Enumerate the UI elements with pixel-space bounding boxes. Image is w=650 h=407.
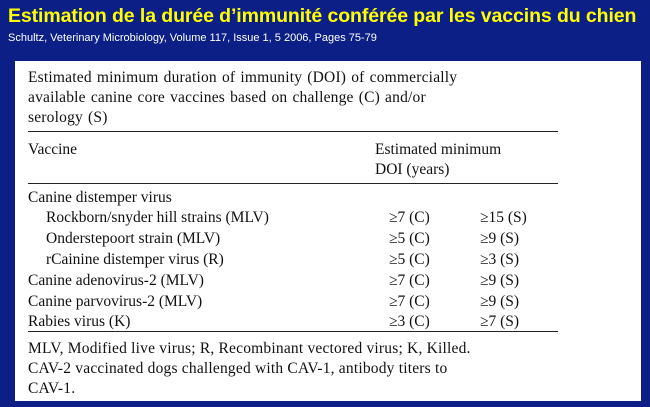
table-top-rule <box>28 131 558 132</box>
caption-line: Estimated minimum duration of immunity (DOI) of commercially <box>28 69 458 86</box>
table-row <box>28 312 558 332</box>
column-header-doi <box>375 140 575 180</box>
header-doi-line: DOI (years) <box>375 161 450 178</box>
column-header-vaccine: Vaccine <box>28 141 78 158</box>
header-rule <box>28 183 558 184</box>
challenge-doi: ≥7 (C) <box>389 209 430 226</box>
serology-doi: ≥15 (S) <box>480 209 527 226</box>
vaccine-name: Canine parvovirus-2 (MLV) <box>28 293 203 310</box>
table-row <box>28 208 558 228</box>
serology-doi: ≥9 (S) <box>480 293 520 310</box>
table-panel <box>15 61 641 401</box>
footnote-line: CAV-2 vaccinated dogs challenged with CAV-1, antibody titers to <box>28 360 448 377</box>
caption-line: serology (S) <box>28 109 108 126</box>
serology-doi: ≥3 (S) <box>480 251 520 268</box>
vaccine-name: Canine adenovirus-2 (MLV) <box>28 272 204 289</box>
footnote-line: CAV-1. <box>28 380 76 397</box>
caption-line: available canine core vaccines based on challenge (C) and/or <box>28 89 426 106</box>
vaccine-name: Onderstepoort strain (MLV) <box>46 230 221 247</box>
challenge-doi: ≥3 (C) <box>389 313 430 330</box>
header-doi-line: Estimated minimum <box>375 141 502 158</box>
challenge-doi: ≥7 (C) <box>389 293 430 310</box>
citation-subtitle: Schultz, Veterinary Microbiology, Volume 117, Issue 1, 5 2006, Pages 75-79 <box>8 32 377 44</box>
table-row <box>28 229 558 249</box>
vaccine-name: rCainine distemper virus (R) <box>46 251 224 268</box>
serology-doi: ≥9 (S) <box>480 272 520 289</box>
slide-title: Estimation de la durée d’immunité conférée par les vaccins du chien <box>8 5 637 27</box>
challenge-doi: ≥7 (C) <box>389 272 430 289</box>
group-label: Canine distemper virus <box>28 189 172 206</box>
vaccine-name: Rockborn/snyder hill strains (MLV) <box>46 209 269 226</box>
serology-doi: ≥9 (S) <box>480 230 520 247</box>
table-row <box>28 250 558 270</box>
serology-doi: ≥7 (S) <box>480 313 520 330</box>
table-footnote <box>28 339 548 399</box>
footnote-line: MLV, Modified live virus; R, Recombinant vectored virus; K, Killed. <box>28 340 471 357</box>
challenge-doi: ≥5 (C) <box>389 251 430 268</box>
table-bottom-rule <box>28 331 558 332</box>
challenge-doi: ≥5 (C) <box>389 230 430 247</box>
table-caption <box>28 68 568 128</box>
table-row <box>28 271 558 291</box>
table-row <box>28 292 558 312</box>
vaccine-name: Rabies virus (K) <box>28 313 131 330</box>
